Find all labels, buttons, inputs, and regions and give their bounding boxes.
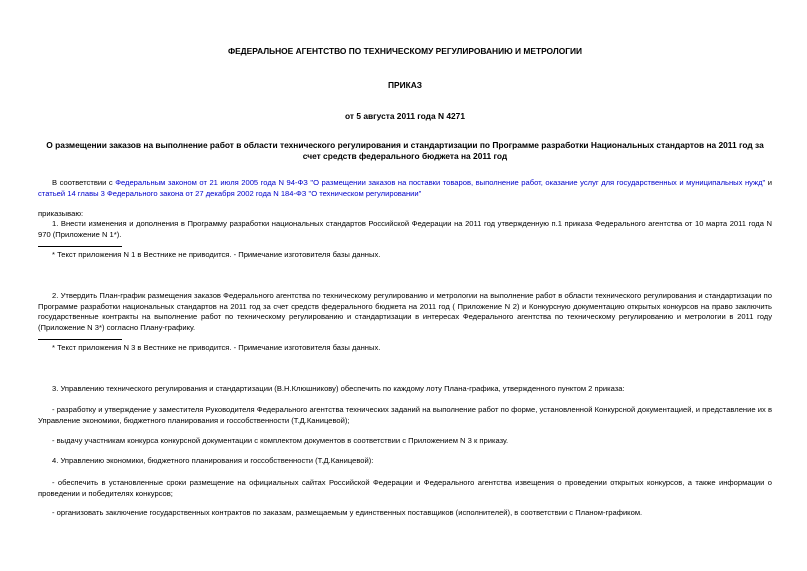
item-3b: - выдачу участникам конкурса конкурсной документации с комплектом документов в соответствии с Приложением N 3 к приказу. <box>52 436 509 445</box>
intro-paragraph <box>38 178 772 199</box>
item-1: 1. Внести изменения и дополнения в Программу разработки национальных стандартов Российской Федерации на 2011 год утвержденную п.1 приказа Федерального агентства от 10 марта 2011 года N 970 (Приложение N 1*). <box>38 219 772 239</box>
federal-law-94-link[interactable]: Федеральным законом от 21 июля 2005 года N 94-ФЗ "О размещении заказов на поставки товаров, выполнение работ, оказание услуг для государственных и муниципальных нужд" <box>115 178 766 187</box>
document-title: О размещении заказов на выполнение работ в области технического регулирования и стандартизации по Программе разработки Национальных стандартов на 2011 год за счет средств федерального бюджета на 2011 год <box>46 140 764 161</box>
item-4a: - обеспечить в установленные сроки размещение на официальных сайтах Российской Федерации и Федерального агентства извещения о проведении открытых конкурсов, а также информации о проведении и победителях конкурсов; <box>38 478 772 498</box>
federal-law-184-link[interactable]: статьей 14 главы 3 Федерального закона от 27 декабря 2002 года N 184-ФЗ "О техническом регулировании" <box>38 188 422 198</box>
footnote-1: * Текст приложения N 1 в Вестнике не приводится. - Примечание изготовителя базы данных. <box>52 250 381 259</box>
item-4: 4. Управлению экономики, бюджетного планирования и госсобственности (Т.Д.Каницевой): <box>52 456 374 465</box>
doc-type-heading: ПРИКАЗ <box>387 80 423 90</box>
intro-mid: и <box>765 178 773 187</box>
item-3a: - разработку и утверждение у заместителя Руководителя Федерального агентства технических заданий на выполнение работ по форме, установленной Конкурсной документацией, и представление их в Управление экономики, бюджетного планирования и госсобственности (Т.Д.Каницевой); <box>38 405 772 425</box>
item-2: 2. Утвердить План-график размещения заказов Федерального агентства по техническому регулированию и метрологии на выполнение работ в области технического регулирования и стандартизации по Программе разработки национальных стандартов на 2011 год за счет средств федерального бюджета на 2011 год ( Приложение N 2) и Конкурсную документацию открытых конкурсов на право заключить государственные контракты на выполнение работ по техническому регулированию и стандартизации в интересах Федерального агентства по техническому регулированию и метрологии в 2011 году (Приложение N 3*) согласно Плану-графику. <box>38 291 772 332</box>
item-3: 3. Управлению технического регулирования и стандартизации (В.Н.Клюшникову) обеспечить по каждому лоту Плана-графика, утвержденного пунктом 2 приказа: <box>52 384 625 393</box>
item-4b: - организовать заключение государственных контрактов по заказам, размещаемым у единственных поставщиков (исполнителей), в соответствии с Планом-графиком. <box>52 508 643 517</box>
order-word: приказываю: <box>38 209 84 218</box>
date-number-heading: от 5 августа 2011 года N 4271 <box>345 111 465 121</box>
footnote-3: * Текст приложения N 3 в Вестнике не приводится. - Примечание изготовителя базы данных. <box>52 343 381 352</box>
agency-heading: ФЕДЕРАЛЬНОЕ АГЕНТСТВО ПО ТЕХНИЧЕСКОМУ РЕГУЛИРОВАНИЮ И МЕТРОЛОГИИ <box>227 46 583 56</box>
footnote-divider-3 <box>38 339 122 340</box>
intro-prefix: В соответствии с <box>52 178 116 187</box>
footnote-divider-1 <box>38 246 122 247</box>
